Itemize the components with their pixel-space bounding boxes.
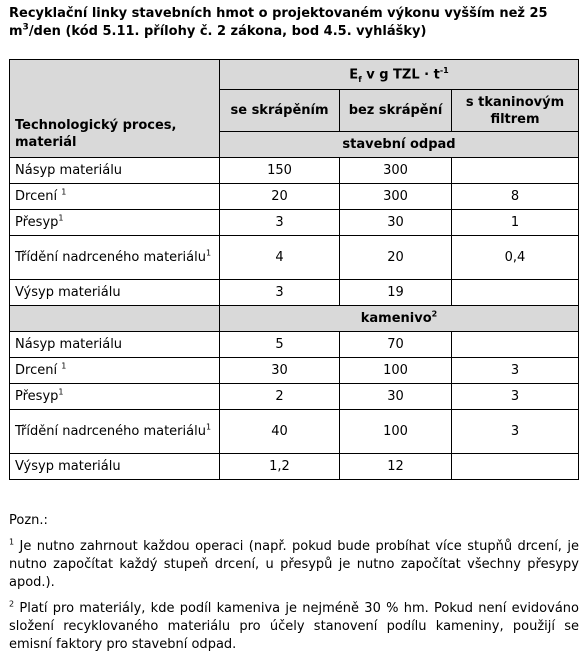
table-row [10, 158, 579, 184]
value-nospray: 19 [340, 280, 452, 306]
value-filter: 1 [452, 210, 579, 236]
value-spray: 40 [220, 410, 340, 454]
table-row [10, 210, 579, 236]
header-spray: se skrápěním [220, 90, 340, 132]
value-nospray: 20 [340, 236, 452, 280]
value-nospray: 70 [340, 332, 452, 358]
table-row [10, 332, 579, 358]
process-cell: Násyp materiálu [10, 158, 220, 184]
value-spray: 1,2 [220, 454, 340, 480]
value-filter [452, 332, 579, 358]
process-cell: Třídění nadrceného materiálu$^1$ [10, 410, 220, 454]
value-spray: 150 [220, 158, 340, 184]
value-filter [452, 158, 579, 184]
process-cell: Drcení $^1$ [10, 184, 220, 210]
value-nospray: 300 [340, 184, 452, 210]
value-spray: 20 [220, 184, 340, 210]
value-spray: 30 [220, 358, 340, 384]
section-header-kamenivo: kamenivo$^2$ [220, 306, 579, 332]
document-title [9, 5, 579, 41]
section-header-stavebni-odpad: stavební odpad [220, 132, 579, 158]
value-spray: 4 [220, 236, 340, 280]
header-filter: s tkaninovým filtrem [452, 90, 579, 132]
table-row [10, 454, 579, 480]
value-spray: 5 [220, 332, 340, 358]
title-superscript: 3 [22, 22, 29, 33]
value-nospray: 100 [340, 358, 452, 384]
value-spray: 3 [220, 210, 340, 236]
title-text-continued: /den (kód 5.11. přílohy č. 2 zákona, bod 4.5. vyhlášky) [28, 24, 427, 39]
section-body-kamenivo [10, 332, 579, 480]
value-nospray: 30 [340, 384, 452, 410]
process-cell: Přesyp$^1$ [10, 384, 220, 410]
footnote-1: $^1$ Je nutno zahrnout každou operaci (např. pokud bude probíhat více stupňů drcení, je nutno započítat každý stupeň drcení, u přesypů je nutno započítat všechny přesypy apod.). [9, 537, 579, 590]
emission-factor-table [9, 59, 579, 480]
value-nospray: 12 [340, 454, 452, 480]
value-spray: 3 [220, 280, 340, 306]
footnote-2: $^2$ Platí pro materiály, kde podíl kameniva je nejméně 30 % hm. Pokud není evidováno složení recyklovaného materiálu pro účely stanovení podílu kameniny, použijí se emisní faktory pro stavební odpad. [9, 599, 579, 652]
value-filter: 3 [452, 410, 579, 454]
value-filter: 3 [452, 358, 579, 384]
table-row [10, 236, 579, 280]
value-spray: 2 [220, 384, 340, 410]
table-row [10, 184, 579, 210]
table-row [10, 358, 579, 384]
process-cell: Třídění nadrceného materiálu$^1$ [10, 236, 220, 280]
value-nospray: 30 [340, 210, 452, 236]
value-filter: 0,4 [452, 236, 579, 280]
process-cell: Násyp materiálu [10, 332, 220, 358]
process-cell: Výsyp materiálu [10, 280, 220, 306]
value-filter: 3 [452, 384, 579, 410]
header-nospray: bez skrápění [340, 90, 452, 132]
value-filter [452, 280, 579, 306]
process-cell: Výsyp materiálu [10, 454, 220, 480]
value-nospray: 300 [340, 158, 452, 184]
value-nospray: 100 [340, 410, 452, 454]
value-filter: 8 [452, 184, 579, 210]
table-row [10, 410, 579, 454]
process-cell: Přesyp$^1$ [10, 210, 220, 236]
table-row [10, 384, 579, 410]
section-spacer [10, 306, 220, 332]
section-body-stavebni-odpad [10, 158, 579, 306]
footnotes [9, 512, 579, 662]
title-text: Recyklační linky stavebních hmot o projektovaném výkonu vyšším než 25 m [9, 6, 548, 39]
notes-heading: Pozn.: [9, 513, 48, 528]
header-unit: $E_f$ v g TZL · $t^{-1}$ [220, 60, 579, 90]
section-header-kamenivo-row [10, 306, 579, 332]
table-row [10, 280, 579, 306]
value-filter [452, 454, 579, 480]
process-cell: Drcení $^1$ [10, 358, 220, 384]
header-process: Technologický proces, materiál [10, 60, 220, 158]
